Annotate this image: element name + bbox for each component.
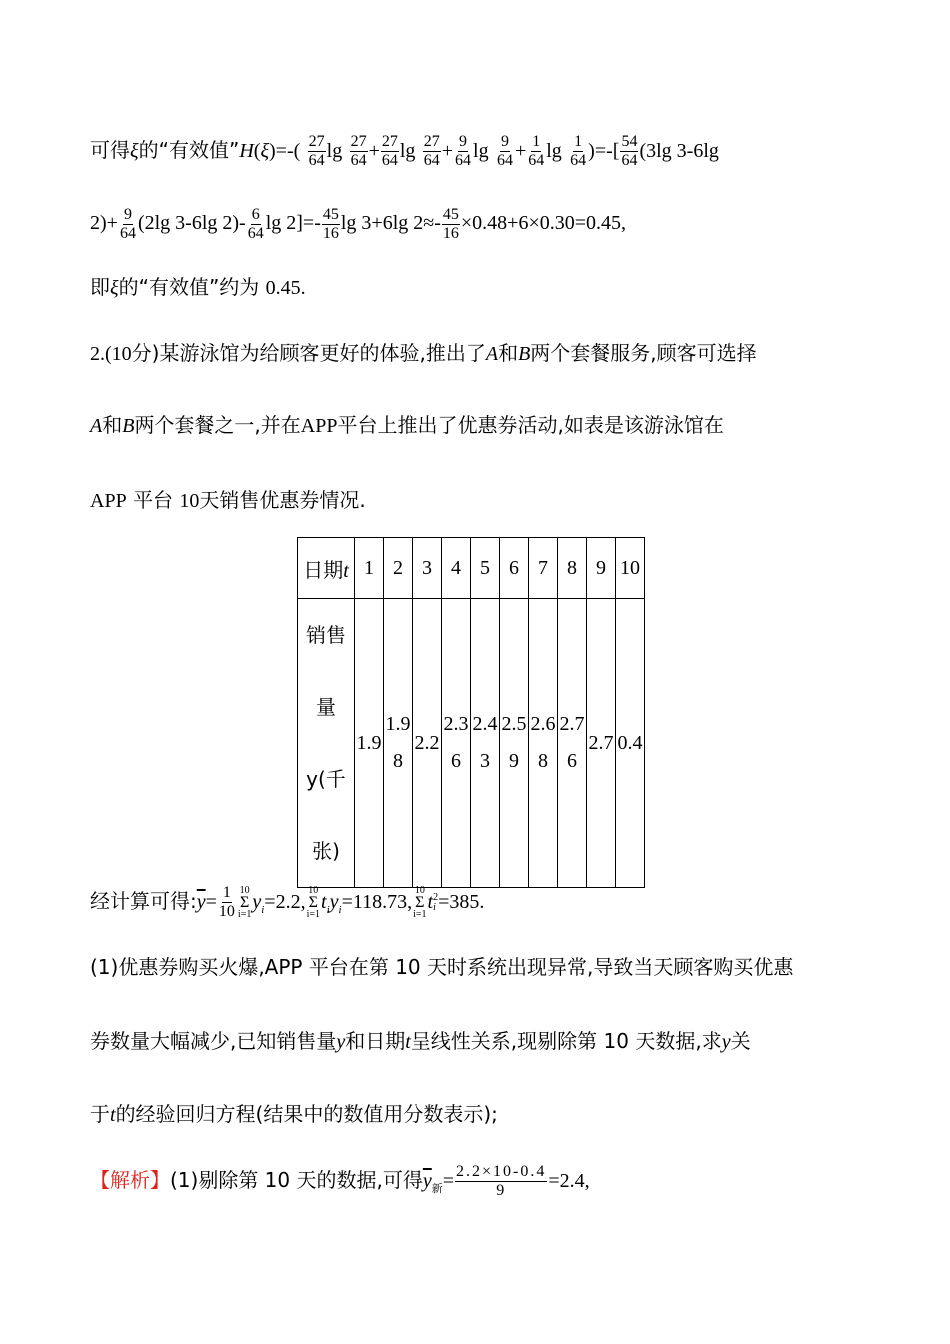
summation: 10 Σ i=1 (413, 884, 427, 920)
value-cell: 0.4 (616, 599, 645, 888)
solution-tag: 【解析】 (90, 1168, 170, 1192)
value-cell: 1.9 8 (384, 599, 413, 888)
value-cell: 2.7 6 (558, 599, 587, 888)
fraction: $\frac{27}{64}$ (308, 133, 325, 169)
value-cell: 2.6 8 (529, 599, 558, 888)
fraction: $\frac{6}{64}$ (247, 206, 264, 242)
fraction: $\frac{54}{64}$ (621, 133, 638, 169)
part-1-line-1: (1)优惠券购买火爆,APP 平台在第 10 天时系统出现异常,导致当天顾客购买优惠 (90, 955, 794, 979)
question-2-line-2: A和B两个套餐之一,并在APP平台上推出了优惠券活动,如表是该游泳馆在 (90, 413, 724, 437)
value-cell: 2.4 3 (471, 599, 500, 888)
day-cell: 10 (616, 538, 645, 599)
calculation-line: 经计算可得$:\overline{y}=$ $\frac{1}{10}$ 10 Σ i=1 $y_i=2.2$, 10 Σ i=1 $t_iy_i=118.73$, 10 Σ i=1 t 2 i =385. (90, 884, 485, 920)
table-value-row (298, 599, 645, 888)
day-cell: 3 (413, 538, 442, 599)
question-2-line-3: APP 平台 10天销售优惠券情况. (90, 488, 366, 512)
fraction: $\frac{27}{64}$ (423, 133, 440, 169)
fraction: $\frac{45}{16}$ (442, 206, 459, 242)
fraction: $\frac{27}{64}$ (350, 133, 367, 169)
table-header-row (298, 538, 645, 599)
fraction: $\frac{1}{64}$ (570, 133, 587, 169)
day-cell: 7 (529, 538, 558, 599)
value-cell: 2.5 9 (500, 599, 529, 888)
fraction: $\frac{9}{64}$ (119, 206, 136, 242)
summation: 10 Σ i=1 (306, 884, 320, 920)
formula-line-2: 2)+ $\frac{9}{64}$ (2lg 3-6lg 2)- $\frac{6}{64}$ lg 2]=- $\frac{45}{16}$ lg 3+6lg 2≈- $\frac{45}{16}$ ×0.48+6×0.30=0.45, (90, 206, 627, 242)
fraction: $\frac{9}{64}$ (496, 133, 513, 169)
sales-table (297, 537, 645, 888)
result-line: 即ξ的“有效值”约为 0.45. (90, 275, 306, 299)
day-cell: 9 (587, 538, 616, 599)
fraction: $\frac{9}{64}$ (455, 133, 472, 169)
row-label-cell: 销售 量 y(千 张) (298, 599, 355, 888)
value-cell: 2.3 6 (442, 599, 471, 888)
question-2-line-1: 2.(10分)某游泳馆为给顾客更好的体验,推出了A和B两个套餐服务,顾客可选择 (90, 341, 757, 365)
fraction: $\frac{1}{64}$ (528, 133, 545, 169)
summation: 10 Σ i=1 (237, 884, 252, 920)
value-cell: 1.9 (355, 599, 384, 888)
day-cell: 5 (471, 538, 500, 599)
fraction: $\frac{1}{10}$ (218, 884, 235, 920)
day-cell: 4 (442, 538, 471, 599)
value-cell: 2.7 (587, 599, 616, 888)
value-cell: 2.2 (413, 599, 442, 888)
day-cell: 6 (500, 538, 529, 599)
fraction: $\frac{45}{16}$ (322, 206, 339, 242)
fraction: $\frac{2.2\times 10-0.4}{9}$ (456, 1163, 547, 1199)
day-cell: 1 (355, 538, 384, 599)
header-label-cell: 日期t (298, 538, 355, 599)
solution-line: 【解析】(1)剔除第 10 天的数据,可得$\overline{y}_新=$ $\frac{2.2\times 10-0.4}{9}$ =2.4, (90, 1163, 590, 1199)
part-1-line-2: 券数量大幅减少,已知销售量y和日期t呈线性关系,现剔除第 10 天数据,求y关 (90, 1029, 751, 1053)
day-cell: 2 (384, 538, 413, 599)
part-1-line-3: 于t的经验回归方程(结果中的数值用分数表示); (90, 1102, 498, 1126)
formula-line-1: 可得ξ的“有效值”H(ξ)=-( $\frac{27}{64}$ lg $\frac{27}{64}$ + $\frac{27}{64}$ lg $\frac{27}{64}$ + $\frac{9}{64}$ lg $\frac{9}{64}$ + $\frac{1}{64}$ lg $\frac{1}{64}$ )=-[ $\frac{54}{64}$ (3lg 3-6lg (90, 133, 719, 169)
day-cell: 8 (558, 538, 587, 599)
fraction: $\frac{27}{64}$ (381, 133, 398, 169)
